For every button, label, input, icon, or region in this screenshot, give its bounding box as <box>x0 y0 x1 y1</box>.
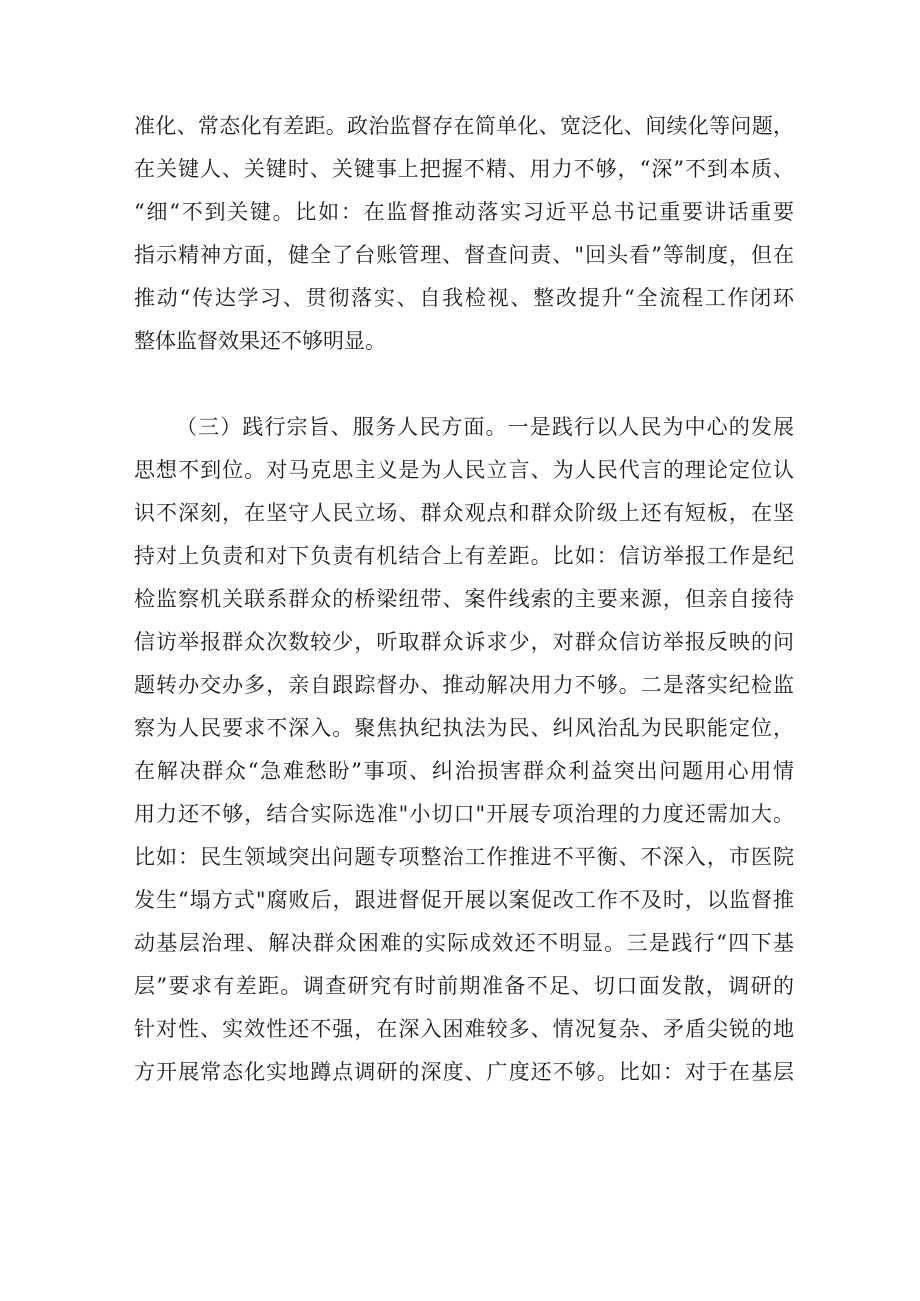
paragraph-2-line-14: 层”要求有差距。调查研究有时前期准备不足、切口面发散，调研的 <box>134 974 794 998</box>
paragraph-1-line-3: “细“不到关键。比如：在监督推动落实习近平总书记重要讲话重要 <box>134 200 794 224</box>
paragraph-1-line-1: 准化、常态化有差距。政治监督存在简单化、宽泛化、间续化等问题， <box>134 114 794 138</box>
paragraph-2-line-3: 识不深刻，在坚守人民立场、群众观点和群众阶级上还有短板，在坚 <box>134 501 794 525</box>
paragraph-1-line-5: 推动“传达学习、贯彻落实、自我检视、整改提升“全流程工作闭环 <box>134 286 794 310</box>
paragraph-2-line-13: 动基层治理、解决群众困难的实际成效还不明显。三是践行“四下基 <box>134 931 794 955</box>
paragraph-2-line-5: 检监察机关联系群众的桥梁纽带、案件线索的主要来源，但亲自接待 <box>134 587 794 611</box>
paragraph-2-line-12: 发生“塌方式"腐败后，跟进督促开展以案促改工作不及时，以监督推 <box>134 888 794 912</box>
paragraph-1-line-4: 指示精神方面，健全了台账管理、督查问责、"回头看”等制度，但在 <box>134 243 794 267</box>
paragraph-1-line-6: 整体监督效果还不够明显。 <box>134 329 386 353</box>
paragraph-2-line-8: 察为人民要求不深入。聚焦执纪执法为民、纠风治乱为民职能定位， <box>134 716 794 740</box>
paragraph-2-line-10: 用力还不够，结合实际选准"小切口"开展专项治理的力度还需加大。 <box>134 802 794 826</box>
paragraph-1-line-2: 在关键人、关键时、关键事上把握不精、用力不够，“深”不到本质、 <box>134 157 794 181</box>
paragraph-2-line-9: 在解决群众“急难愁盼”事项、纠治损害群众利益突出问题用心用情 <box>134 759 794 783</box>
paragraph-2-line-15: 针对性、实效性还不强，在深入困难较多、情况复杂、矛盾尖锐的地 <box>134 1017 794 1041</box>
paragraph-2-line-6: 信访举报群众次数较少，听取群众诉求少，对群众信访举报反映的问 <box>134 630 794 654</box>
paragraph-2-line-7: 题转办交办多，亲自跟踪督办、推动解决用力不够。二是落实纪检监 <box>134 673 794 697</box>
paragraph-2-line-1: （三）践行宗旨、服务人民方面。一是践行以人民为中心的发展 <box>176 415 794 439</box>
paragraph-2-line-4: 持对上负责和对下负责有机结合上有差距。比如：信访举报工作是纪 <box>134 544 794 568</box>
paragraph-2-line-2: 思想不到位。对马克思主义是为人民立言、为人民代言的理论定位认 <box>134 458 794 482</box>
paragraph-2-line-11: 比如：民生领域突出问题专项整治工作推进不平衡、不深入，市医院 <box>134 845 794 869</box>
paragraph-2-line-16: 方开展常态化实地蹲点调研的深度、广度还不够。比如：对于在基层 <box>134 1060 794 1084</box>
